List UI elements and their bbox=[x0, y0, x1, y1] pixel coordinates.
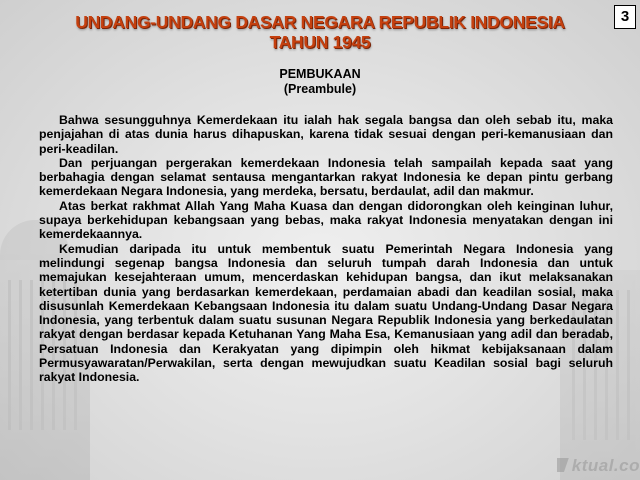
section-heading-line: (Preambule) bbox=[283, 82, 357, 96]
paragraph: Dan perjuangan pergerakan kemerdekaan Indonesia telah sampailah kepada saat yang berbahagia dengan selamat sentausa mengantarkan rakyat Indonesia ke depan pintu gerbang kemerdekaan Negara Indonesia, yang merdeka, bersatu, berdaulat, adil dan makmur. bbox=[39, 155, 613, 199]
paragraph: Bahwa sesungguhnya Kemerdekaan itu ialah hak segala bangsa dan oleh sebab itu, maka penjajahan di atas dunia harus dihapuskan, karena tidak sesuai dengan peri-kemanusiaan dan peri-keadilan. bbox=[39, 113, 613, 156]
preamble-text bbox=[39, 113, 613, 385]
page-number: 3 bbox=[614, 5, 636, 29]
paragraph: Atas berkat rakhmat Allah Yang Maha Kuasa dan dengan didorongkan oleh keinginan luhur, supaya berkehidupan kebangsaan yang bebas, maka rakyat Indonesia menyatakan dengan ini kemerdekaannya. bbox=[39, 198, 613, 242]
section-heading-line: PEMBUKAAN bbox=[279, 67, 361, 81]
watermark bbox=[557, 456, 640, 476]
slide-title-line: UNDANG-UNDANG DASAR NEGARA REPUBLIK INDONESIA bbox=[75, 12, 565, 32]
paragraph: Kemudian daripada itu untuk membentuk suatu Pemerintah Negara Indonesia yang melindungi segenap bangsa Indonesia dan seluruh tumpah darah Indonesia dan untuk memajukan kesejahteraan umum, mencerdaskan kehidupan bangsa, dan ikut melaksanakan ketertiban dunia yang berdasarkan kemerdekaan, perdamaian abadi dan keadilan sosial, maka disusunlah Kemerdekaan Kebangsaan Indonesia itu dalam suatu Undang-Undang Dasar Negara Indonesia, yang terbentuk dalam suatu susunan Negara Republik Indonesia yang berkedaulatan rakyat dengan berdasar kepada Ketuhanan Yang Maha Esa, Kemanusiaan yang adil dan beradab, Persatuan Indonesia dan Kerakyatan yang dipimpin oleh hikmat kebijaksanaan dalam Permusyawaratan/Perwakilan, serta dengan mewujudkan suatu Keadilan sosial bagi seluruh rakyat Indonesia. bbox=[39, 241, 613, 385]
watermark-text: ktual.co bbox=[571, 456, 640, 475]
watermark-logo-icon bbox=[557, 458, 569, 472]
slide-title bbox=[0, 12, 640, 52]
section-heading bbox=[0, 67, 640, 97]
slide-title-line: TAHUN 1945 bbox=[269, 32, 371, 52]
